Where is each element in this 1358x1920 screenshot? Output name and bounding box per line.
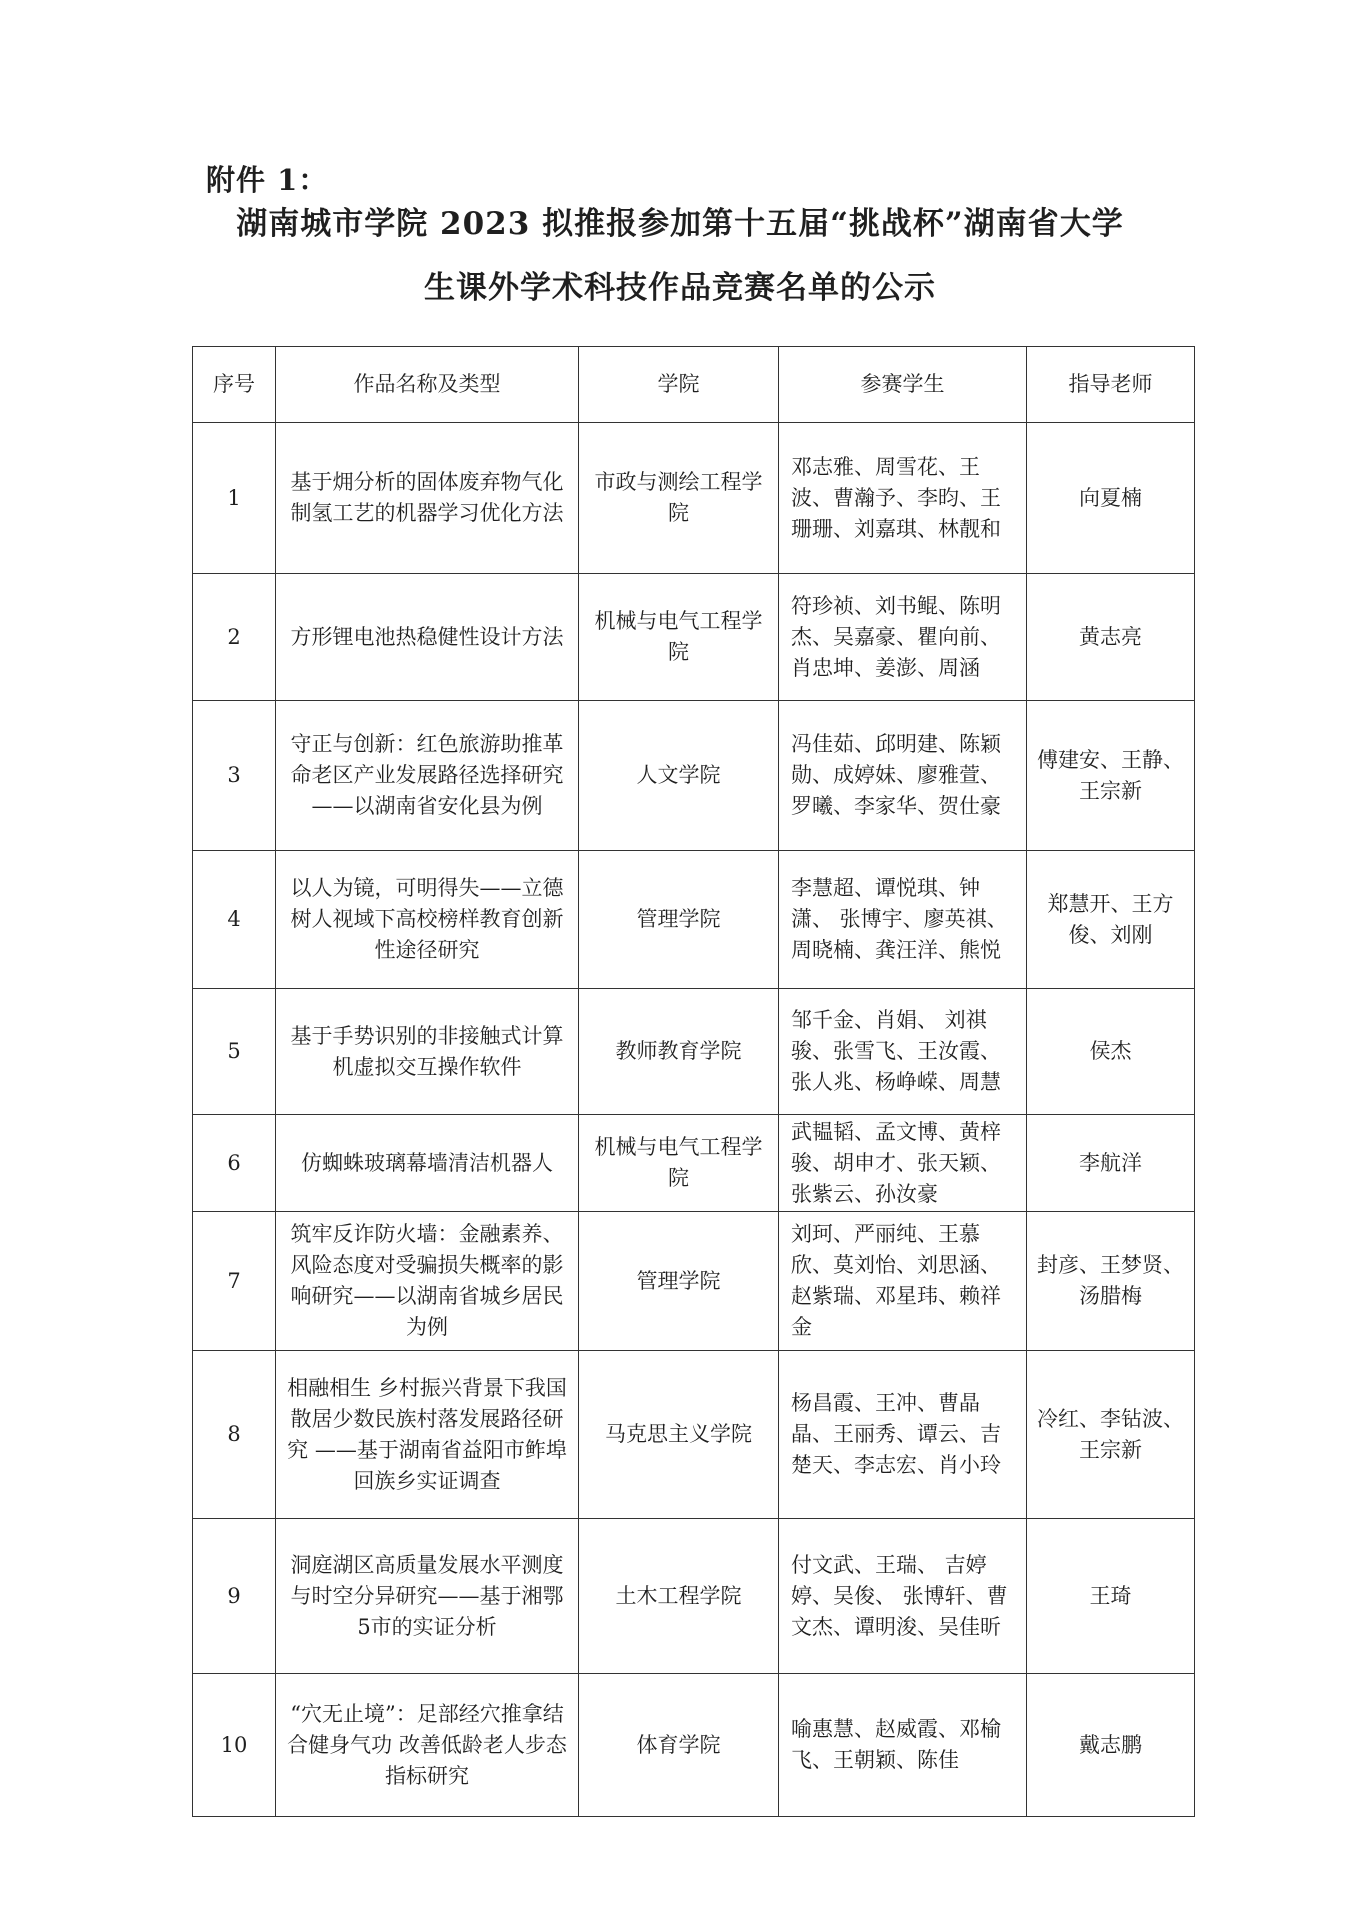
row-advisor: 戴志鹏 [1027,1674,1195,1817]
row-index: 2 [193,574,276,701]
row-advisor: 冷红、李钻波、王宗新 [1027,1351,1195,1519]
row-students: 刘珂、严丽纯、王慕欣、莫刘怡、刘思涵、赵紫瑞、邓星玮、赖祥金 [779,1212,1027,1351]
row-students: 喻惠慧、赵威霞、邓榆飞、王朝颖、陈佳 [779,1674,1027,1817]
row-index: 4 [193,851,276,989]
table-header-row [193,347,1195,423]
row-index: 5 [193,989,276,1115]
row-project: 方形锂电池热稳健性设计方法 [276,574,579,701]
row-index: 8 [193,1351,276,1519]
table-row [193,701,1195,851]
document-title-line1: 湖南城市学院 2023 拟推报参加第十五届“挑战杯”湖南省大学 [236,206,1124,242]
header-project: 作品名称及类型 [276,347,579,423]
row-project: 仿蜘蛛玻璃幕墙清洁机器人 [276,1115,579,1212]
row-college: 管理学院 [579,1212,779,1351]
table-row [193,423,1195,574]
row-advisor: 侯杰 [1027,989,1195,1115]
table-row [193,574,1195,701]
row-index: 7 [193,1212,276,1351]
row-project: 以人为镜，可明得失——立德树人视域下高校榜样教育创新性途径研究 [276,851,579,989]
row-students: 付文武、王瑞、 吉婷婷、吴俊、 张博轩、曹文杰、谭明浚、吴佳昕 [779,1519,1027,1674]
document-title-line2: 生课外学术科技作品竞赛名单的公示 [424,270,936,306]
row-college: 体育学院 [579,1674,779,1817]
row-college: 人文学院 [579,701,779,851]
row-advisor: 王琦 [1027,1519,1195,1674]
header-advisor: 指导老师 [1027,347,1195,423]
row-students: 邹千金、肖娟、 刘祺骏、张雪飞、王汝霞、张人兆、杨峥嵘、周慧 [779,989,1027,1115]
row-advisor: 李航洋 [1027,1115,1195,1212]
row-college: 管理学院 [579,851,779,989]
header-college: 学院 [579,347,779,423]
row-college: 教师教育学院 [579,989,779,1115]
nominee-table [192,346,1195,1817]
row-project: 基于手势识别的非接触式计算机虚拟交互操作软件 [276,989,579,1115]
table-row [193,1674,1195,1817]
row-students: 武韫韬、孟文博、黄梓骏、胡申才、张天颖、张紫云、孙汝豪 [779,1115,1027,1212]
header-index: 序号 [193,347,276,423]
row-project: “穴无止境”：足部经穴推拿结合健身气功 改善低龄老人步态指标研究 [276,1674,579,1817]
table-row [193,1115,1195,1212]
row-advisor: 封彦、王梦贤、汤腊梅 [1027,1212,1195,1351]
row-index: 6 [193,1115,276,1212]
table-row [193,1212,1195,1351]
row-students: 杨昌霞、王冲、曹晶晶、王丽秀、谭云、吉楚天、李志宏、肖小玲 [779,1351,1027,1519]
row-college: 市政与测绘工程学院 [579,423,779,574]
row-index: 10 [193,1674,276,1817]
row-students: 邓志雅、周雪花、王波、曹瀚予、李昀、王珊珊、刘嘉琪、林靓和 [779,423,1027,574]
table-row [193,1351,1195,1519]
row-project: 守正与创新：红色旅游助推革命老区产业发展路径选择研究——以湖南省安化县为例 [276,701,579,851]
row-advisor: 黄志亮 [1027,574,1195,701]
row-project: 洞庭湖区高质量发展水平测度与时空分异研究——基于湘鄂5市的实证分析 [276,1519,579,1674]
row-college: 土木工程学院 [579,1519,779,1674]
header-students: 参赛学生 [779,347,1027,423]
row-students: 李慧超、谭悦琪、钟潇、 张博宇、廖英祺、周晓楠、龚汪洋、熊悦 [779,851,1027,989]
row-project: 基于㶲分析的固体废弃物气化制氢工艺的机器学习优化方法 [276,423,579,574]
row-college: 机械与电气工程学院 [579,574,779,701]
row-index: 1 [193,423,276,574]
row-advisor: 郑慧开、王方俊、刘刚 [1027,851,1195,989]
row-students: 符珍祯、刘书鲲、陈明杰、吴嘉豪、瞿向前、肖忠坤、姜澎、周涵 [779,574,1027,701]
row-college: 马克思主义学院 [579,1351,779,1519]
row-advisor: 向夏楠 [1027,423,1195,574]
row-index: 3 [193,701,276,851]
row-project: 筑牢反诈防火墙：金融素养、风险态度对受骗损失概率的影响研究——以湖南省城乡居民为例 [276,1212,579,1351]
row-advisor: 傅建安、王静、王宗新 [1027,701,1195,851]
row-index: 9 [193,1519,276,1674]
row-project: 相融相生 乡村振兴背景下我国散居少数民族村落发展路径研究 ——基于湖南省益阳市鲊埠回族乡实证调查 [276,1351,579,1519]
table-row [193,851,1195,989]
table-row [193,1519,1195,1674]
attachment-label: 附件 1： [206,163,329,197]
table-row [193,989,1195,1115]
row-students: 冯佳茹、邱明建、陈颖勋、成婷妹、廖雅萱、罗曦、李家华、贺仕豪 [779,701,1027,851]
row-college: 机械与电气工程学院 [579,1115,779,1212]
